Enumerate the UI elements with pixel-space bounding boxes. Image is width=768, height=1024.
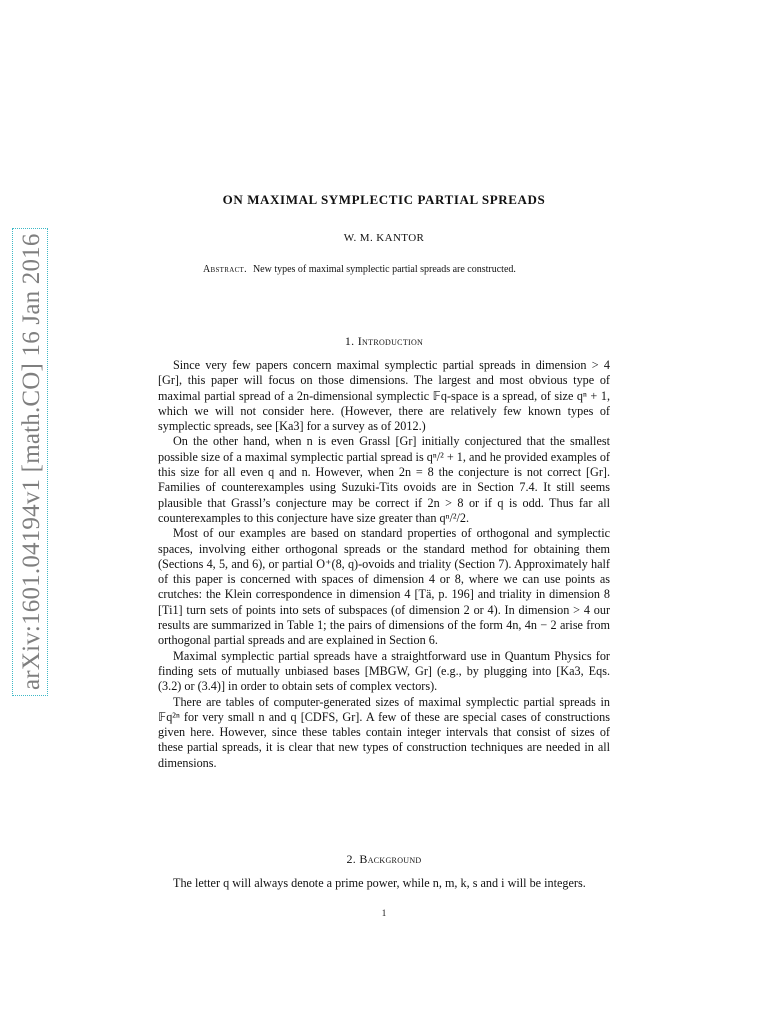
paragraph: Since very few papers concern maximal symplectic partial spreads in dimension > 4 [Gr], this paper will focus on those dimensions. The largest and most obvious type of maximal partial spread of a 2n-dimensional symplectic 𝔽q-space is a spread, of size qⁿ + 1, which we will not consider here. (However, there are relatively few known types of symplectic spreads, see [Ka3] for a survey as of 2012.): [158, 358, 610, 434]
paragraph: There are tables of computer-generated sizes of maximal symplectic partial spreads in 𝔽q²ⁿ for very small n and q [CDFS, Gr]. A few of these are special cases of constructions given here. However, since these tables contain integer intervals that consist of sizes of these partial spreads, it is clear that new types of construction techniques are needed in all dimensions.: [158, 694, 610, 770]
abstract-label: Abstract.: [203, 264, 247, 275]
paragraph: Maximal symplectic partial spreads have a straightforward use in Quantum Physics for finding sets of mutually unbiased bases [MBGW, Gr] (e.g., by plugging into [Ka3, Eqs. (3.2) or (3.4)] in order to obtain sets of complex vectors).: [158, 648, 610, 694]
section-heading-text: 2. Background: [346, 852, 422, 866]
arxiv-stamp-text: arXiv:1601.04194v1 [math.CO] 16 Jan 2016: [18, 233, 45, 690]
background-body: [158, 876, 610, 891]
paper-author: W. M. KANTOR: [343, 232, 425, 244]
abstract: [203, 263, 583, 276]
paragraph: Most of our examples are based on standard properties of orthogonal and symplectic spaces, involving either orthogonal spreads or the standard method for obtaining them (Sections 4, 5, and 6), or partial O⁺(8, q)-ovoids and triality (Section 7). Approximately half of this paper is concerned with spaces of dimension 4 or 8, where we can use points as crutches: the Klein correspondence in dimension 4 [Tä, p. 196] and triality in dimension 8 [Ti1] turn sets of points into sets of subspaces (of dimension 2 or 4). In dimension > 4 our results are summarized in Table 1; the pairs of dimensions of the form 4n, 4n − 2 arise from orthogonal partial spreads and are explained in Section 6.: [158, 526, 610, 648]
section-heading-background: [0, 852, 768, 867]
abstract-text: New types of maximal symplectic partial spreads are constructed.: [252, 264, 516, 275]
section-heading-text: 1. Introduction: [344, 334, 424, 348]
introduction-body: [158, 358, 610, 771]
paper-title: ON MAXIMAL SYMPLECTIC PARTIAL SPREADS: [222, 192, 546, 207]
section-heading-introduction: [0, 334, 768, 349]
page-number: 1: [381, 908, 387, 918]
paragraph: The letter q will always denote a prime power, while n, m, k, s and i will be integers.: [173, 876, 586, 890]
paragraph: On the other hand, when n is even Grassl [Gr] initially conjectured that the smallest possible size of a maximal symplectic partial spread is qⁿ/² + 1, and he provided examples of this size for all even q and n. However, when 2n = 8 the conjecture is not correct [Gr]. Families of counterexamples using Suzuki-Tits ovoids are in Section 7.4. It still seems plausible that Grassl’s conjecture may be correct if 2n > 8 or if q is odd. Thus far all counterexamples to this conjecture have size greater than qⁿ/²/2.: [158, 434, 610, 525]
